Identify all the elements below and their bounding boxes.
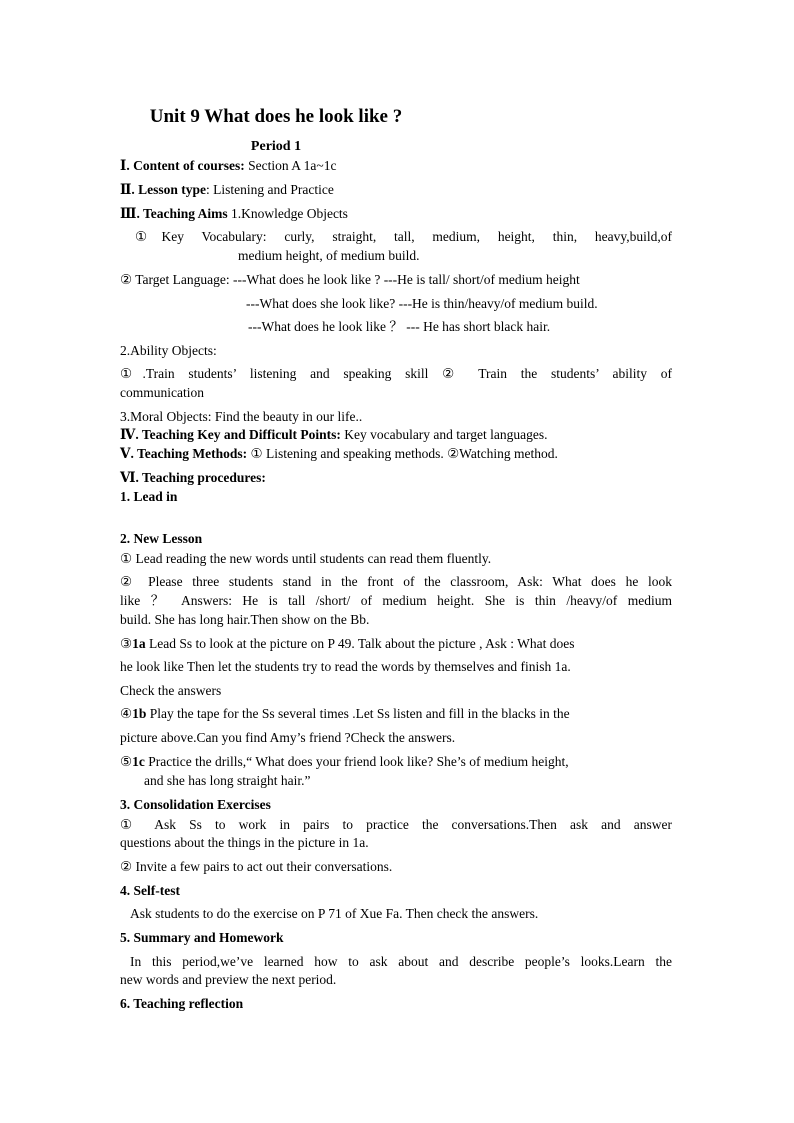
step3-label: 1a	[132, 636, 146, 651]
key-vocabulary: ①Key Vocabulary: curly, straight, tall, medium, height, thin, heavy,build,of	[135, 229, 672, 244]
moral-objects: 3.Moral Objects: Find the beauty in our life..	[120, 409, 363, 424]
lesson-type-label: Ⅱ. Lesson type	[120, 182, 207, 197]
self-test-text: Ask students to do the exercise on P 71 of Xue Fa. Then check the answers.	[130, 906, 539, 921]
summary-line1: In this period,we’ve learned how to ask about and describe people’s looks.Learn the	[130, 954, 672, 969]
lesson-type-text: : Listening and Practice	[206, 182, 334, 197]
consolidation-step2: ② Invite a few pairs to act out their conversations.	[120, 859, 393, 874]
step5-label: 1c	[132, 754, 145, 769]
content-text: Section A 1a~1c	[244, 158, 337, 173]
key-points-label: Ⅳ. Teaching Key and Difficult Points:	[120, 427, 341, 442]
reflection-heading: 6. Teaching reflection	[120, 996, 244, 1011]
content-of-courses	[120, 157, 672, 175]
new-lesson-heading: 2. New Lesson	[120, 531, 203, 546]
new-lesson-step3-line2: he look like Then let the students try to read the words by themselves and finish 1a.	[120, 659, 571, 674]
key-points-text: Key vocabulary and target languages.	[340, 427, 548, 442]
summary-heading: 5. Summary and Homework	[120, 930, 284, 945]
new-lesson-step2-line2: like ？ Answers: He is tall /short/ of medium height. She is thin /heavy/of medium	[120, 593, 672, 608]
target-language-3: ---What does he look like ？ --- He has short black hair.	[248, 319, 551, 334]
consolidation-step1-line1: ① Ask Ss to work in pairs to practice the conversations.Then ask and answer	[120, 817, 672, 832]
teaching-methods-label: Ⅴ. Teaching Methods:	[120, 446, 248, 461]
new-lesson-step5-line1	[120, 753, 672, 771]
new-lesson-step2-line3: build. She has long hair.Then show on the Bb.	[120, 612, 370, 627]
document-title: Unit 9 What does he look like ?	[149, 106, 403, 127]
teaching-methods	[120, 445, 672, 463]
period-heading: Period 1	[250, 139, 302, 154]
lesson-type	[120, 181, 672, 199]
step4-text: Play the tape for the Ss several times .Let Ss listen and fill in the blacks in the	[146, 706, 570, 721]
knowledge-objects: 1.Knowledge Objects	[227, 206, 348, 221]
step3-text: Lead Ss to look at the picture on P 49. Talk about the picture , Ask : What does	[145, 636, 575, 651]
step4-number: ④	[120, 706, 133, 721]
step5-text: Practice the drills,“ What does your friend look like? She’s of medium height,	[144, 754, 569, 769]
new-lesson-step2-line1: ② Please three students stand in the front of the classroom, Ask: What does he look	[120, 574, 672, 589]
content-label: Ⅰ. Content of courses:	[120, 158, 245, 173]
new-lesson-step4-line2: picture above.Can you find Amy’s friend ?Check the answers.	[120, 730, 456, 745]
teaching-methods-text: ① Listening and speaking methods. ②Watching method.	[247, 446, 558, 461]
step4-label: 1b	[132, 706, 147, 721]
new-lesson-step4-line1	[120, 705, 672, 723]
new-lesson-step3-line1	[120, 635, 672, 653]
ability-objects-line2: communication	[120, 385, 204, 400]
ability-objects-title: 2.Ability Objects:	[120, 343, 217, 358]
teaching-procedures: Ⅵ. Teaching procedures:	[120, 470, 266, 485]
teaching-aims	[120, 205, 672, 223]
target-language: ② Target Language: ---What does he look like ? ---He is tall/ short/of medium height	[120, 272, 580, 287]
lead-in-heading: 1. Lead in	[120, 489, 178, 504]
new-lesson-step5-line2: and she has long straight hair.”	[144, 773, 311, 788]
ability-objects-line1: ①.Train students’ listening and speaking skill ② Train the students’ ability of	[120, 366, 672, 381]
key-vocabulary-cont: medium height, of medium build.	[238, 248, 420, 263]
summary-line2: new words and preview the next period.	[120, 972, 337, 987]
key-points	[120, 426, 672, 444]
new-lesson-step3-line3: Check the answers	[120, 683, 222, 698]
consolidation-heading: 3. Consolidation Exercises	[120, 797, 271, 812]
target-language-2: ---What does she look like? ---He is thin/heavy/of medium build.	[246, 296, 598, 311]
step5-number: ⑤	[120, 754, 133, 769]
new-lesson-step1: ① Lead reading the new words until students can read them fluently.	[120, 551, 492, 566]
consolidation-step1-line2: questions about the things in the picture in 1a.	[120, 835, 369, 850]
step3-number: ③	[120, 636, 133, 651]
self-test-heading: 4. Self-test	[120, 883, 180, 898]
teaching-aims-label: Ⅲ. Teaching Aims	[120, 206, 228, 221]
